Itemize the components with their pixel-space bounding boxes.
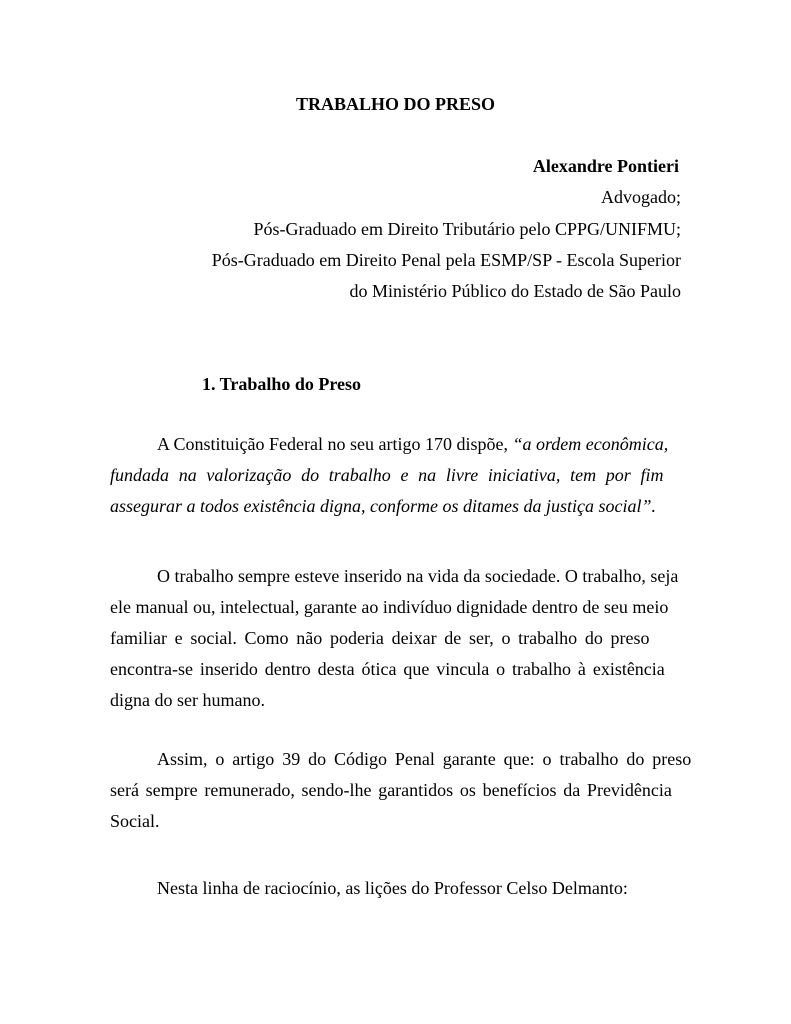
paragraph-text: A Constituição Federal no seu artigo 170 dispõe,: [157, 434, 513, 454]
paragraph-line: encontra-se inserido dentro desta ótica que vincula o trabalho à existência: [110, 659, 665, 679]
section-heading: 1. Trabalho do Preso: [202, 374, 362, 394]
author-credential-3: Pós-Graduado em Direito Penal pela ESMP/SP - Escola Superior: [211, 250, 681, 270]
author-credential-1: Advogado;: [601, 187, 681, 207]
paragraph-line: Social.: [110, 811, 160, 831]
paragraph-line: assegurar a todos existência digna, conforme os ditames da justiça social”.: [110, 496, 656, 516]
quote-text: “a ordem econômica,: [512, 434, 669, 454]
paragraph-line: será sempre remunerado, sendo-lhe garantidos os benefícios da Previdência: [110, 780, 672, 800]
paragraph-line: ele manual ou, intelectual, garante ao indivíduo dignidade dentro de seu meio: [110, 597, 669, 617]
paragraph-delmanto: [110, 873, 681, 904]
author-credential-2: Pós-Graduado em Direito Tributário pelo CPPG/UNIFMU;: [253, 219, 681, 239]
paragraph-line: digna do ser humano.: [110, 690, 265, 710]
paragraph-line: O trabalho sempre esteve inserido na vida da sociedade. O trabalho, seja: [157, 566, 679, 586]
document-title: TRABALHO DO PRESO: [295, 94, 496, 114]
paragraph-line: Nesta linha de raciocínio, as lições do Professor Celso Delmanto:: [157, 878, 628, 898]
paragraph-line: familiar e social. Como não poderia deixar de ser, o trabalho do preso: [110, 628, 650, 648]
paragraph-line: [110, 429, 681, 460]
paragraph-line: [110, 460, 681, 491]
paragraph-work-society: [110, 561, 681, 716]
paragraph-penal-code: [110, 744, 692, 837]
quote-text: fundada na valorização do trabalho e na livre iniciativa, tem por fim: [110, 465, 664, 485]
author-credential-4: do Ministério Público do Estado de São Paulo: [349, 281, 681, 301]
paragraph-line: Assim, o artigo 39 do Código Penal garante que: o trabalho do preso: [157, 749, 692, 769]
paragraph-constitution: [110, 429, 681, 522]
author-name: Alexandre Pontieri: [532, 156, 679, 176]
